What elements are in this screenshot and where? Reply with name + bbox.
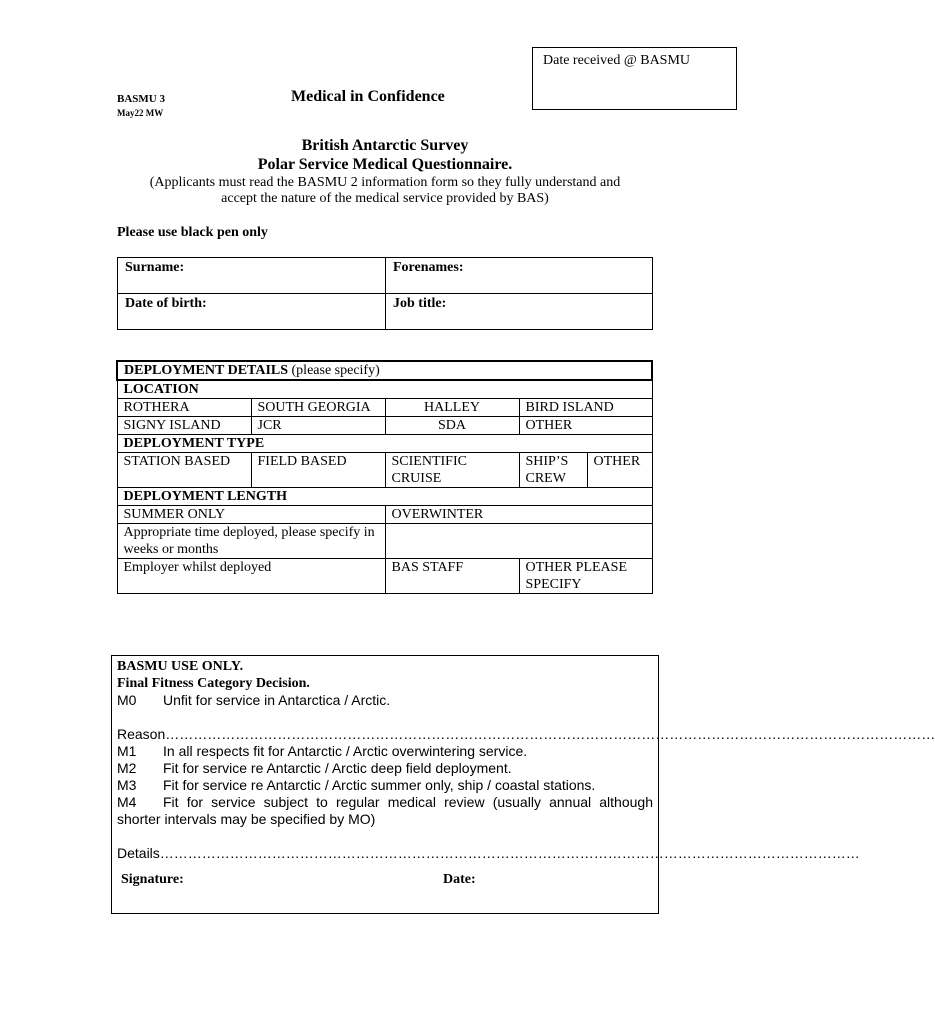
location-other[interactable]: OTHER	[519, 417, 652, 435]
signature-field[interactable]: Signature:	[121, 872, 184, 887]
category-text: In all respects fit for Antarctic / Arctic overwintering service.	[163, 743, 528, 759]
category-code: M2	[117, 760, 137, 776]
category-code: M0	[117, 692, 137, 708]
details-field[interactable]: Details……………………………………………………………………………………………………………………………………	[117, 845, 860, 861]
forenames-field[interactable]	[386, 258, 653, 294]
category-m4[interactable]	[117, 794, 653, 828]
location-rothera[interactable]: ROTHERA	[117, 399, 251, 417]
form-code: BASMU 3	[117, 93, 165, 105]
job-title-field[interactable]	[386, 294, 653, 330]
category-m1[interactable]	[117, 743, 653, 760]
category-text: Unfit for service in Antarctica / Arctic.	[163, 692, 391, 708]
reason-field[interactable]: Reason…………………………………………………………………………………………………………………………………………………	[117, 726, 935, 742]
category-text: Fit for service subject to regular medical review (usually annual although shorter intervals may be specified by MO)	[117, 794, 653, 827]
date-received-box[interactable]	[532, 47, 737, 110]
type-station-based[interactable]: STATION BASED	[117, 453, 251, 488]
personal-details-table	[117, 257, 653, 330]
confidentiality-heading: Medical in Confidence	[291, 88, 445, 105]
deployment-heading-label: DEPLOYMENT DETAILS	[124, 363, 289, 378]
employer-other-specify[interactable]: OTHER PLEASE SPECIFY	[519, 559, 652, 594]
surname-label: Surname:	[125, 260, 185, 275]
category-text: Fit for service re Antarctic / Arctic deep field deployment.	[163, 760, 512, 776]
form-version: May22 MW	[117, 108, 164, 118]
basmu-use-only-box	[111, 655, 935, 914]
deployment-table	[116, 360, 653, 594]
fitness-decision-heading: Final Fitness Category Decision.	[117, 676, 310, 691]
deployment-heading-note: (please specify)	[291, 363, 380, 378]
location-halley[interactable]: HALLEY	[385, 399, 519, 417]
category-code: M1	[117, 743, 137, 759]
location-sda[interactable]: SDA	[385, 417, 519, 435]
dob-label: Date of birth:	[125, 296, 207, 311]
type-other[interactable]: OTHER	[587, 453, 652, 488]
time-deployed-label: Appropriate time deployed, please specify in weeks or months	[117, 524, 385, 559]
category-m3[interactable]	[117, 777, 653, 794]
category-code: M3	[117, 777, 137, 793]
dob-field[interactable]	[118, 294, 386, 330]
location-jcr[interactable]: JCR	[251, 417, 385, 435]
date-received-label: Date received @ BASMU	[543, 53, 691, 68]
category-code: M4	[117, 794, 137, 810]
title-line-2: Polar Service Medical Questionnaire.	[257, 156, 513, 173]
title-line-1: British Antarctic Survey	[301, 137, 469, 154]
deployment-heading	[117, 361, 652, 380]
basmu-use-heading: BASMU USE ONLY.	[117, 659, 244, 674]
location-south-georgia[interactable]: SOUTH GEORGIA	[251, 399, 385, 417]
length-summer-only[interactable]: SUMMER ONLY	[117, 506, 385, 524]
form-code-block	[117, 92, 165, 120]
job-title-label: Job title:	[393, 296, 447, 311]
location-signy-island[interactable]: SIGNY ISLAND	[117, 417, 251, 435]
note-line-1: (Applicants must read the BASMU 2 information form so they fully understand and	[149, 175, 621, 190]
length-overwinter[interactable]: OVERWINTER	[385, 506, 652, 524]
type-heading: DEPLOYMENT TYPE	[117, 435, 652, 453]
employer-label: Employer whilst deployed	[117, 559, 385, 594]
time-deployed-field[interactable]	[385, 524, 652, 559]
location-bird-island[interactable]: BIRD ISLAND	[519, 399, 652, 417]
location-heading: LOCATION	[117, 380, 652, 399]
category-text: Fit for service re Antarctic / Arctic summer only, ship / coastal stations.	[163, 777, 596, 793]
note-line-2: accept the nature of the medical service provided by BAS)	[221, 191, 549, 206]
applicant-note	[100, 175, 670, 207]
category-m2[interactable]	[117, 760, 653, 777]
type-field-based[interactable]: FIELD BASED	[251, 453, 385, 488]
type-scientific-cruise[interactable]: SCIENTIFIC CRUISE	[385, 453, 519, 488]
length-heading: DEPLOYMENT LENGTH	[117, 488, 652, 506]
surname-field[interactable]	[118, 258, 386, 294]
date-field[interactable]: Date:	[443, 872, 476, 887]
form-title	[100, 136, 670, 174]
forenames-label: Forenames:	[393, 260, 464, 275]
type-ships-crew[interactable]: SHIP’S CREW	[519, 453, 587, 488]
signature-row	[117, 871, 653, 891]
pen-instruction: Please use black pen only	[117, 225, 268, 240]
employer-bas-staff[interactable]: BAS STAFF	[385, 559, 519, 594]
category-m0[interactable]	[117, 692, 653, 709]
